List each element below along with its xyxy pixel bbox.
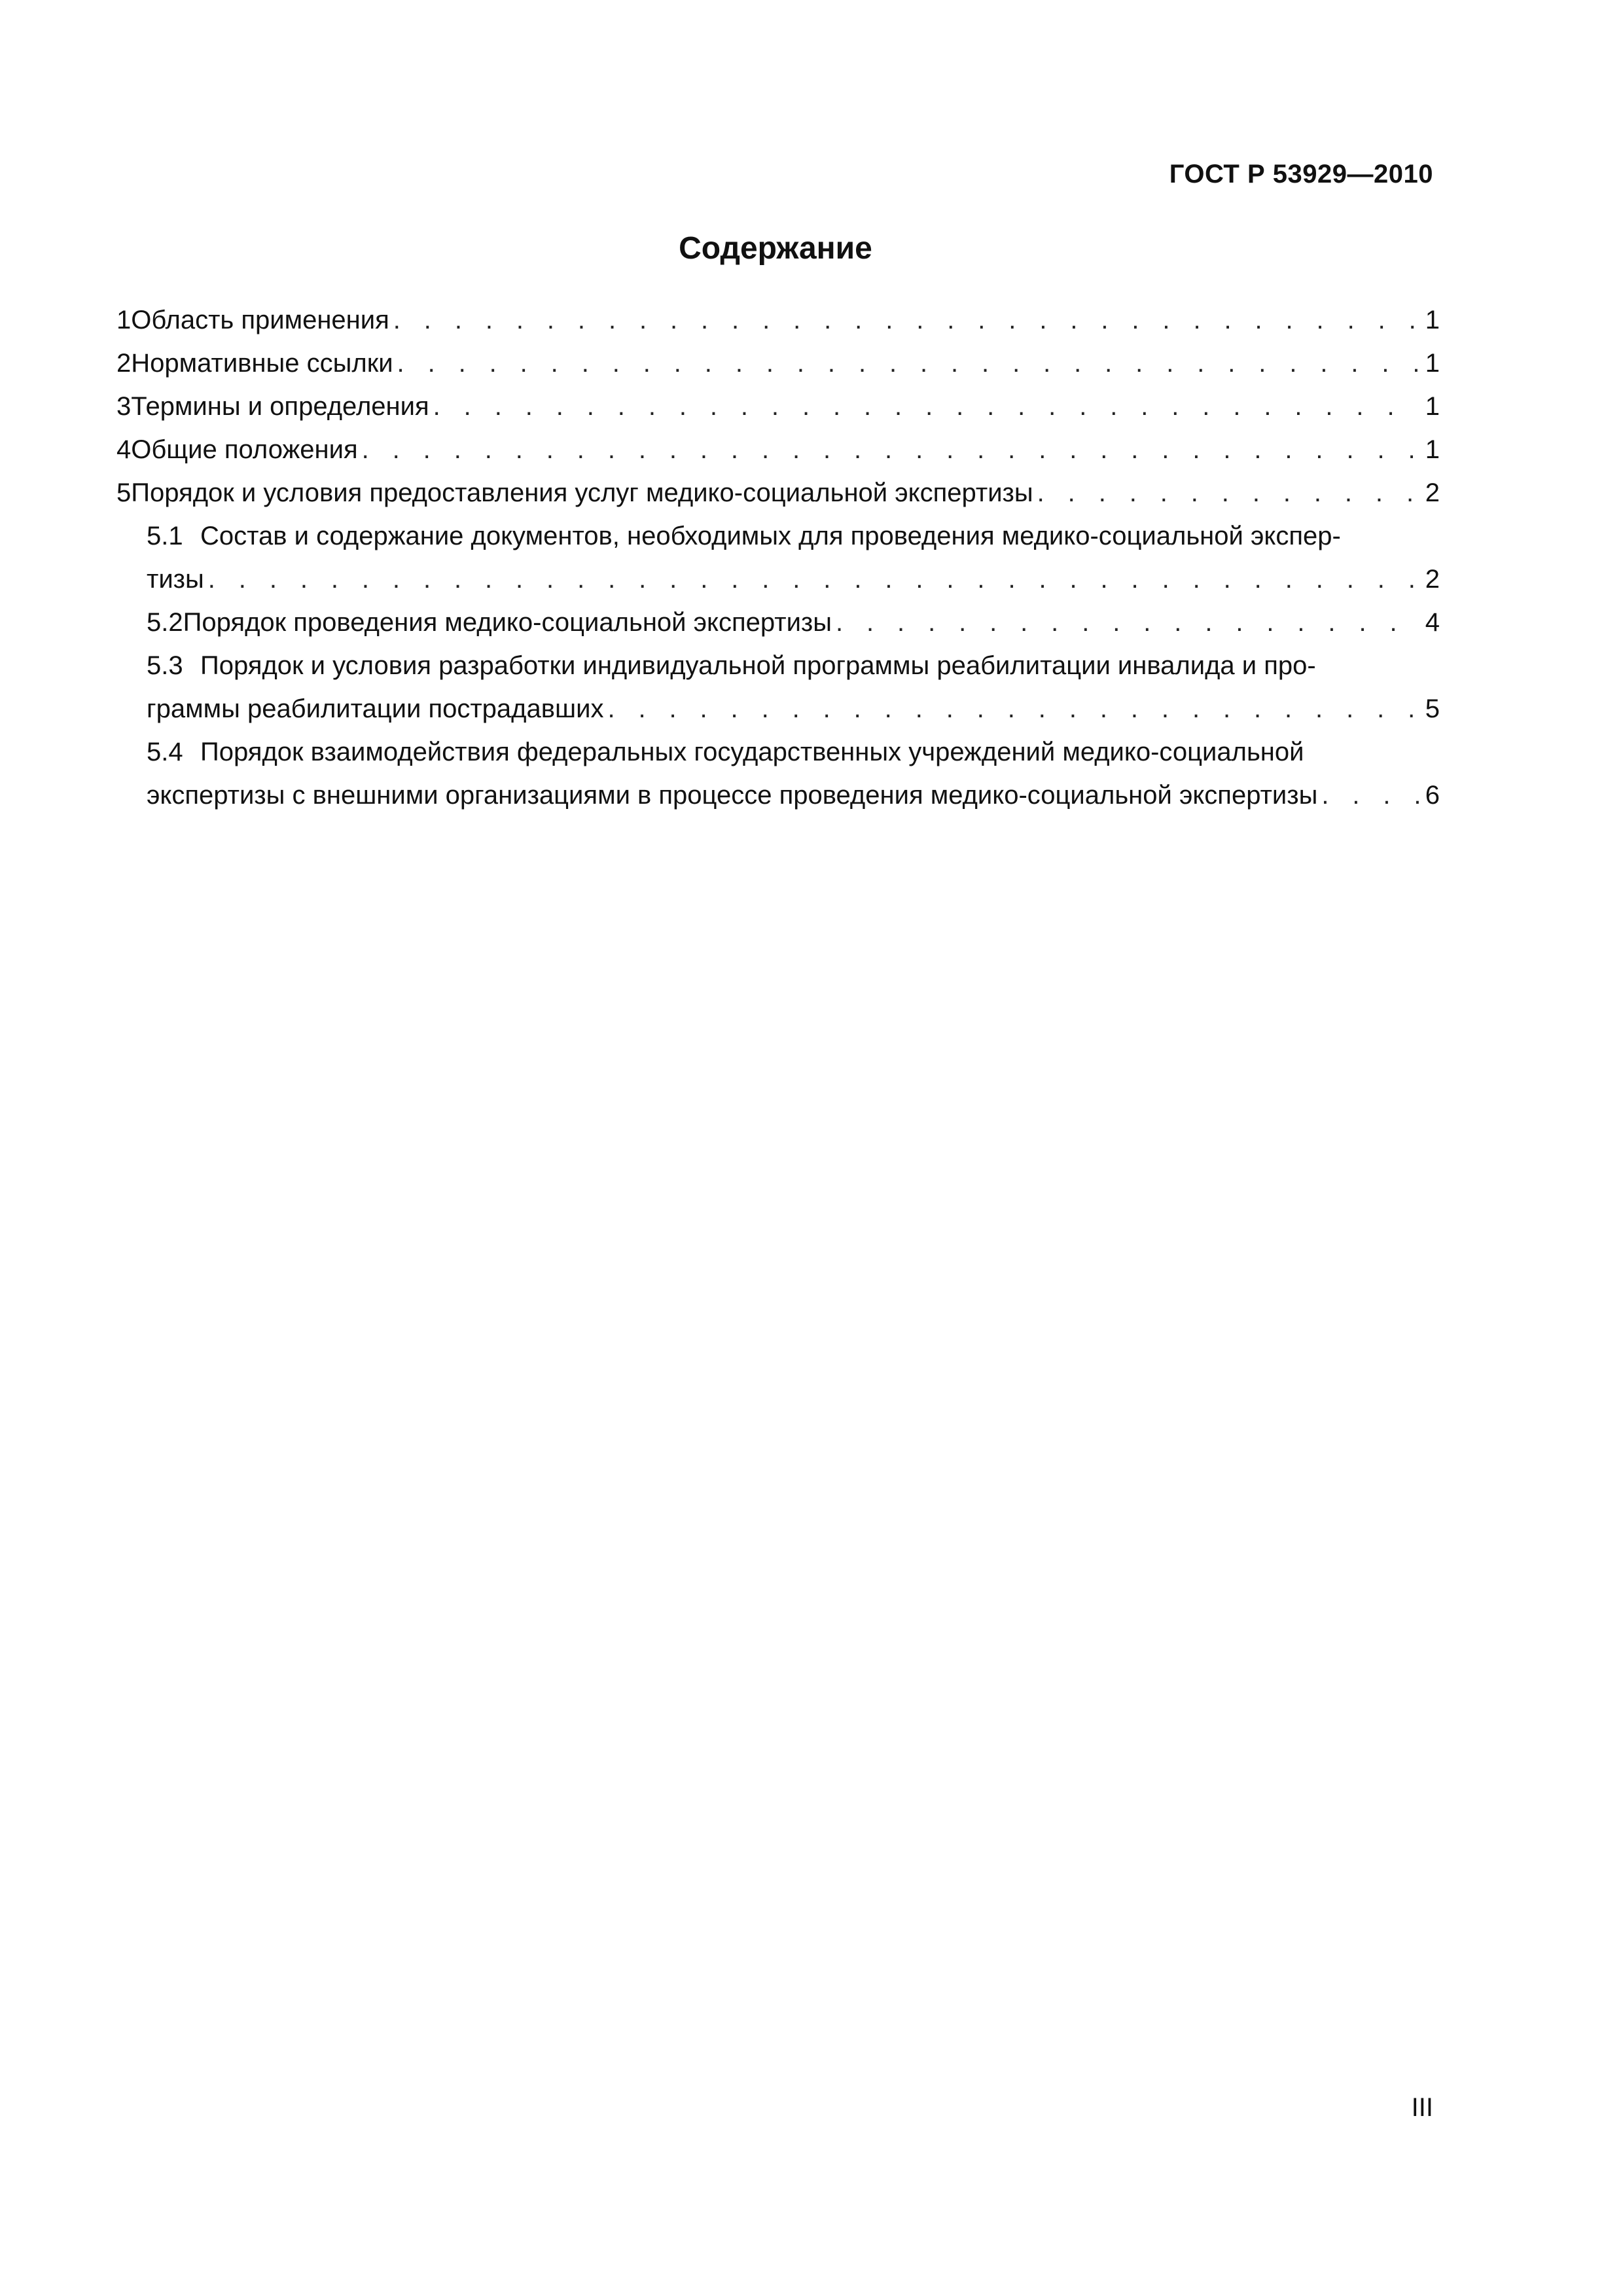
toc-entry-page: 4	[1425, 608, 1440, 637]
toc-entry-page: 5	[1425, 694, 1440, 723]
toc-entry-number: 5.1	[147, 522, 183, 550]
toc-entry-number: 1	[116, 306, 132, 334]
toc-entry-title: Термины и определения	[131, 392, 429, 421]
toc-entry-page: 1	[1425, 306, 1440, 334]
dot-leader	[397, 342, 1420, 385]
toc-entry-5[interactable]	[116, 471, 1440, 514]
toc-entry-2[interactable]	[116, 342, 1440, 385]
toc-entry-number: 5	[116, 478, 132, 507]
toc-entry-page: 1	[1425, 392, 1440, 421]
toc-entry-title: Порядок и условия предоставления услуг медико-социальной экспертизы	[131, 478, 1033, 507]
toc-entry-4[interactable]	[116, 428, 1440, 471]
toc-entry-page: 1	[1425, 435, 1440, 464]
dot-leader	[433, 385, 1420, 428]
toc-entry-page: 2	[1425, 478, 1440, 507]
dot-leader	[208, 558, 1420, 601]
toc-entry-number: 5.4	[147, 738, 183, 766]
toc-entry-number: 2	[116, 349, 132, 378]
document-code: ГОСТ Р 53929—2010	[1169, 160, 1433, 188]
toc-entry-5-2[interactable]	[116, 601, 1440, 644]
dot-leader	[1037, 471, 1420, 514]
toc-entry-3[interactable]	[116, 385, 1440, 428]
toc-entry-title-line2: экспертизы с внешними организациями в процессе проведения медико-социальной экспертизы	[147, 781, 1318, 810]
toc-entry-number: 4	[116, 435, 132, 464]
dot-leader	[393, 298, 1420, 342]
table-of-contents	[116, 298, 1440, 817]
toc-entry-number: 5.2	[147, 608, 183, 637]
toc-entry-title: Порядок проведения медико-социальной экспертизы	[183, 608, 832, 637]
toc-entry-5-4[interactable]	[116, 730, 1440, 817]
toc-entry-title-line1: Состав и содержание документов, необходимых для проведения медико-социальной экспер-	[200, 522, 1341, 550]
toc-entry-title: Область применения	[131, 306, 389, 334]
page-number: III	[1411, 2093, 1433, 2122]
toc-entry-page: 6	[1425, 781, 1440, 810]
toc-entry-page: 2	[1425, 565, 1440, 594]
toc-entry-title-line2: тизы	[147, 565, 204, 594]
toc-entry-page: 1	[1425, 349, 1440, 378]
toc-entry-title: Нормативные ссылки	[131, 349, 393, 378]
toc-entry-number: 5.3	[147, 651, 183, 680]
toc-entry-title-line2: граммы реабилитации пострадавших	[147, 694, 604, 723]
dot-leader	[362, 428, 1420, 471]
toc-entry-5-3[interactable]	[116, 644, 1440, 730]
toc-entry-1[interactable]	[116, 298, 1440, 342]
toc-entry-number: 3	[116, 392, 132, 421]
toc-entry-title-line1: Порядок и условия разработки индивидуальной программы реабилитации инвалида и про-	[200, 651, 1316, 680]
dot-leader	[1321, 774, 1420, 817]
toc-entry-title: Общие положения	[131, 435, 358, 464]
toc-title: Содержание	[679, 231, 872, 266]
toc-entry-5-1[interactable]	[116, 514, 1440, 601]
dot-leader	[607, 687, 1420, 730]
toc-entry-title-line1: Порядок взаимодействия федеральных государственных учреждений медико-социальной	[200, 738, 1304, 766]
dot-leader	[836, 601, 1420, 644]
